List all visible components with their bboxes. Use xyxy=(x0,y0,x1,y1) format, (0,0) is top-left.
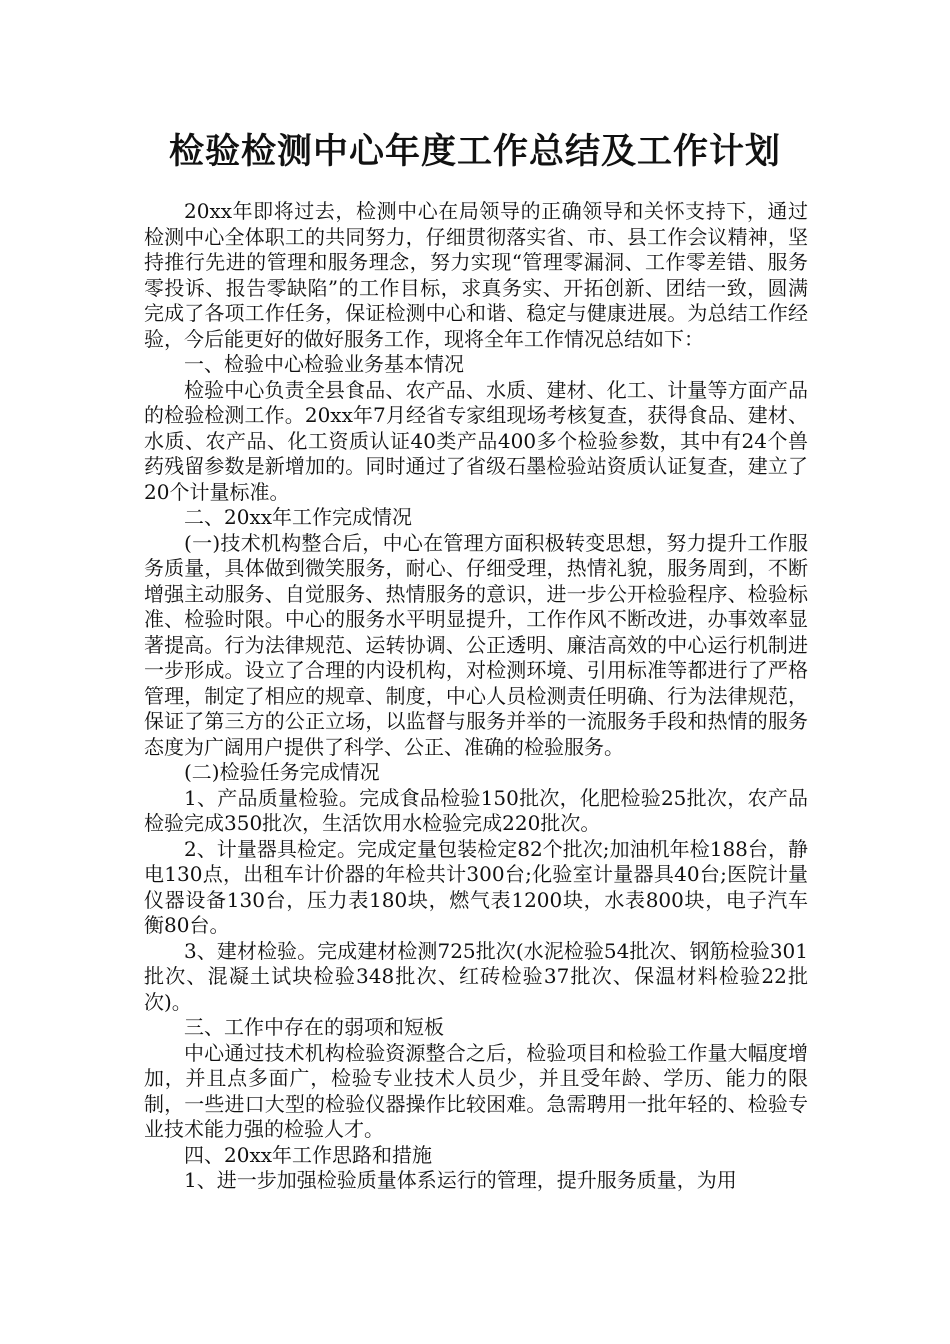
section-heading-2: 二、20xx年工作完成情况 xyxy=(184,505,413,529)
intro-paragraph: 20xx年即将过去，检测中心在局领导的正确领导和关怀支持下，通过检测中心全体职工的共同努力，仔细贯彻落实省、市、县工作会议精神，坚持推行先进的管理和服务理念，努力实现“管理零漏洞、工作零差错、服务零投诉、报告零缺陷”的工作目标，求真务实、开拓创新、团结一致，圆满完成了各项工作任务，保证检测中心和谐、稳定与健康进展。为总结工作经验，今后能更好的做好服务工作，现将全年工作情况总结如下： xyxy=(144,199,808,351)
section-1-paragraph: 检验中心负责全县食品、农产品、水质、建材、化工、计量等方面产品的检验检测工作。20xx年7月经省专家组现场考核复查，获得食品、建材、水质、农产品、化工资质认证40类产品400多个检验参数，其中有24个兽药残留参数是新增加的。同时通过了省级石墨检验站资质认证复查，建立了20个计量标准。 xyxy=(144,377,808,504)
section-heading-3: 三、工作中存在的弱项和短板 xyxy=(184,1015,444,1039)
document-body xyxy=(144,199,808,1194)
plan-item-1: 1、进一步加强检验质量体系运行的管理，提升服务质量，为用 xyxy=(184,1168,737,1192)
section-2-part-1-paragraph: (一)技术机构整合后，中心在管理方面积极转变思想，努力提升工作服务质量，具体做到微笑服务，耐心、仔细受理，热情礼貌，服务周到，不断增强主动服务、自觉服务、热情服务的意识，进一步公开检验程序、检验标准、检验时限。中心的服务水平明显提升，工作作风不断改进，办事效率显著提高。行为法律规范、运转协调、公正透明、廉洁高效的中心运行机制进一步形成。设立了合理的内设机构，对检测环境、引用标准等都进行了严格管理，制定了相应的规章、制度，中心人员检测责任明确、行为法律规范，保证了第三方的公正立场，以监督与服务并举的一流服务手段和热情的服务态度为广阔用户提供了科学、公正、准确的检验服务。 xyxy=(144,530,808,759)
document-title: 检验检测中心年度工作总结及工作计划 xyxy=(168,132,781,172)
section-heading-1: 一、检验中心检验业务基本情况 xyxy=(184,352,464,376)
task-item-2: 2、计量器具检定。完成定量包装检定82个批次;加油机年检188台，静电130点，出租车计价器的年检共计300台;化验室计量器具40台;医院计量仪器设备130台，压力表180块，燃气表1200块，水表800块，电子汽车衡80台。 xyxy=(144,836,808,937)
section-heading-4: 四、20xx年工作思路和措施 xyxy=(184,1142,433,1167)
section-3-paragraph: 中心通过技术机构检验资源整合之后，检验项目和检验工作量大幅度增加，并且点多面广，检验专业技术人员少，并且受年龄、学历、能力的限制，一些进口大型的检验仪器操作比较困难。急需聘用一批年轻的、检验专业技术能力强的检验人才。 xyxy=(144,1040,808,1141)
task-item-3: 3、建材检验。完成建材检测725批次(水泥检验54批次、钢筋检验301批次、混凝土试块检验348批次、红砖检验37批次、保温材料检验22批次)。 xyxy=(144,938,808,1014)
section-2-part-2-heading: (二)检验任务完成情况 xyxy=(184,760,380,784)
task-item-1: 1、产品质量检验。完成食品检验150批次，化肥检验25批次，农产品检验完成350批次，生活饮用水检验完成220批次。 xyxy=(144,785,808,835)
